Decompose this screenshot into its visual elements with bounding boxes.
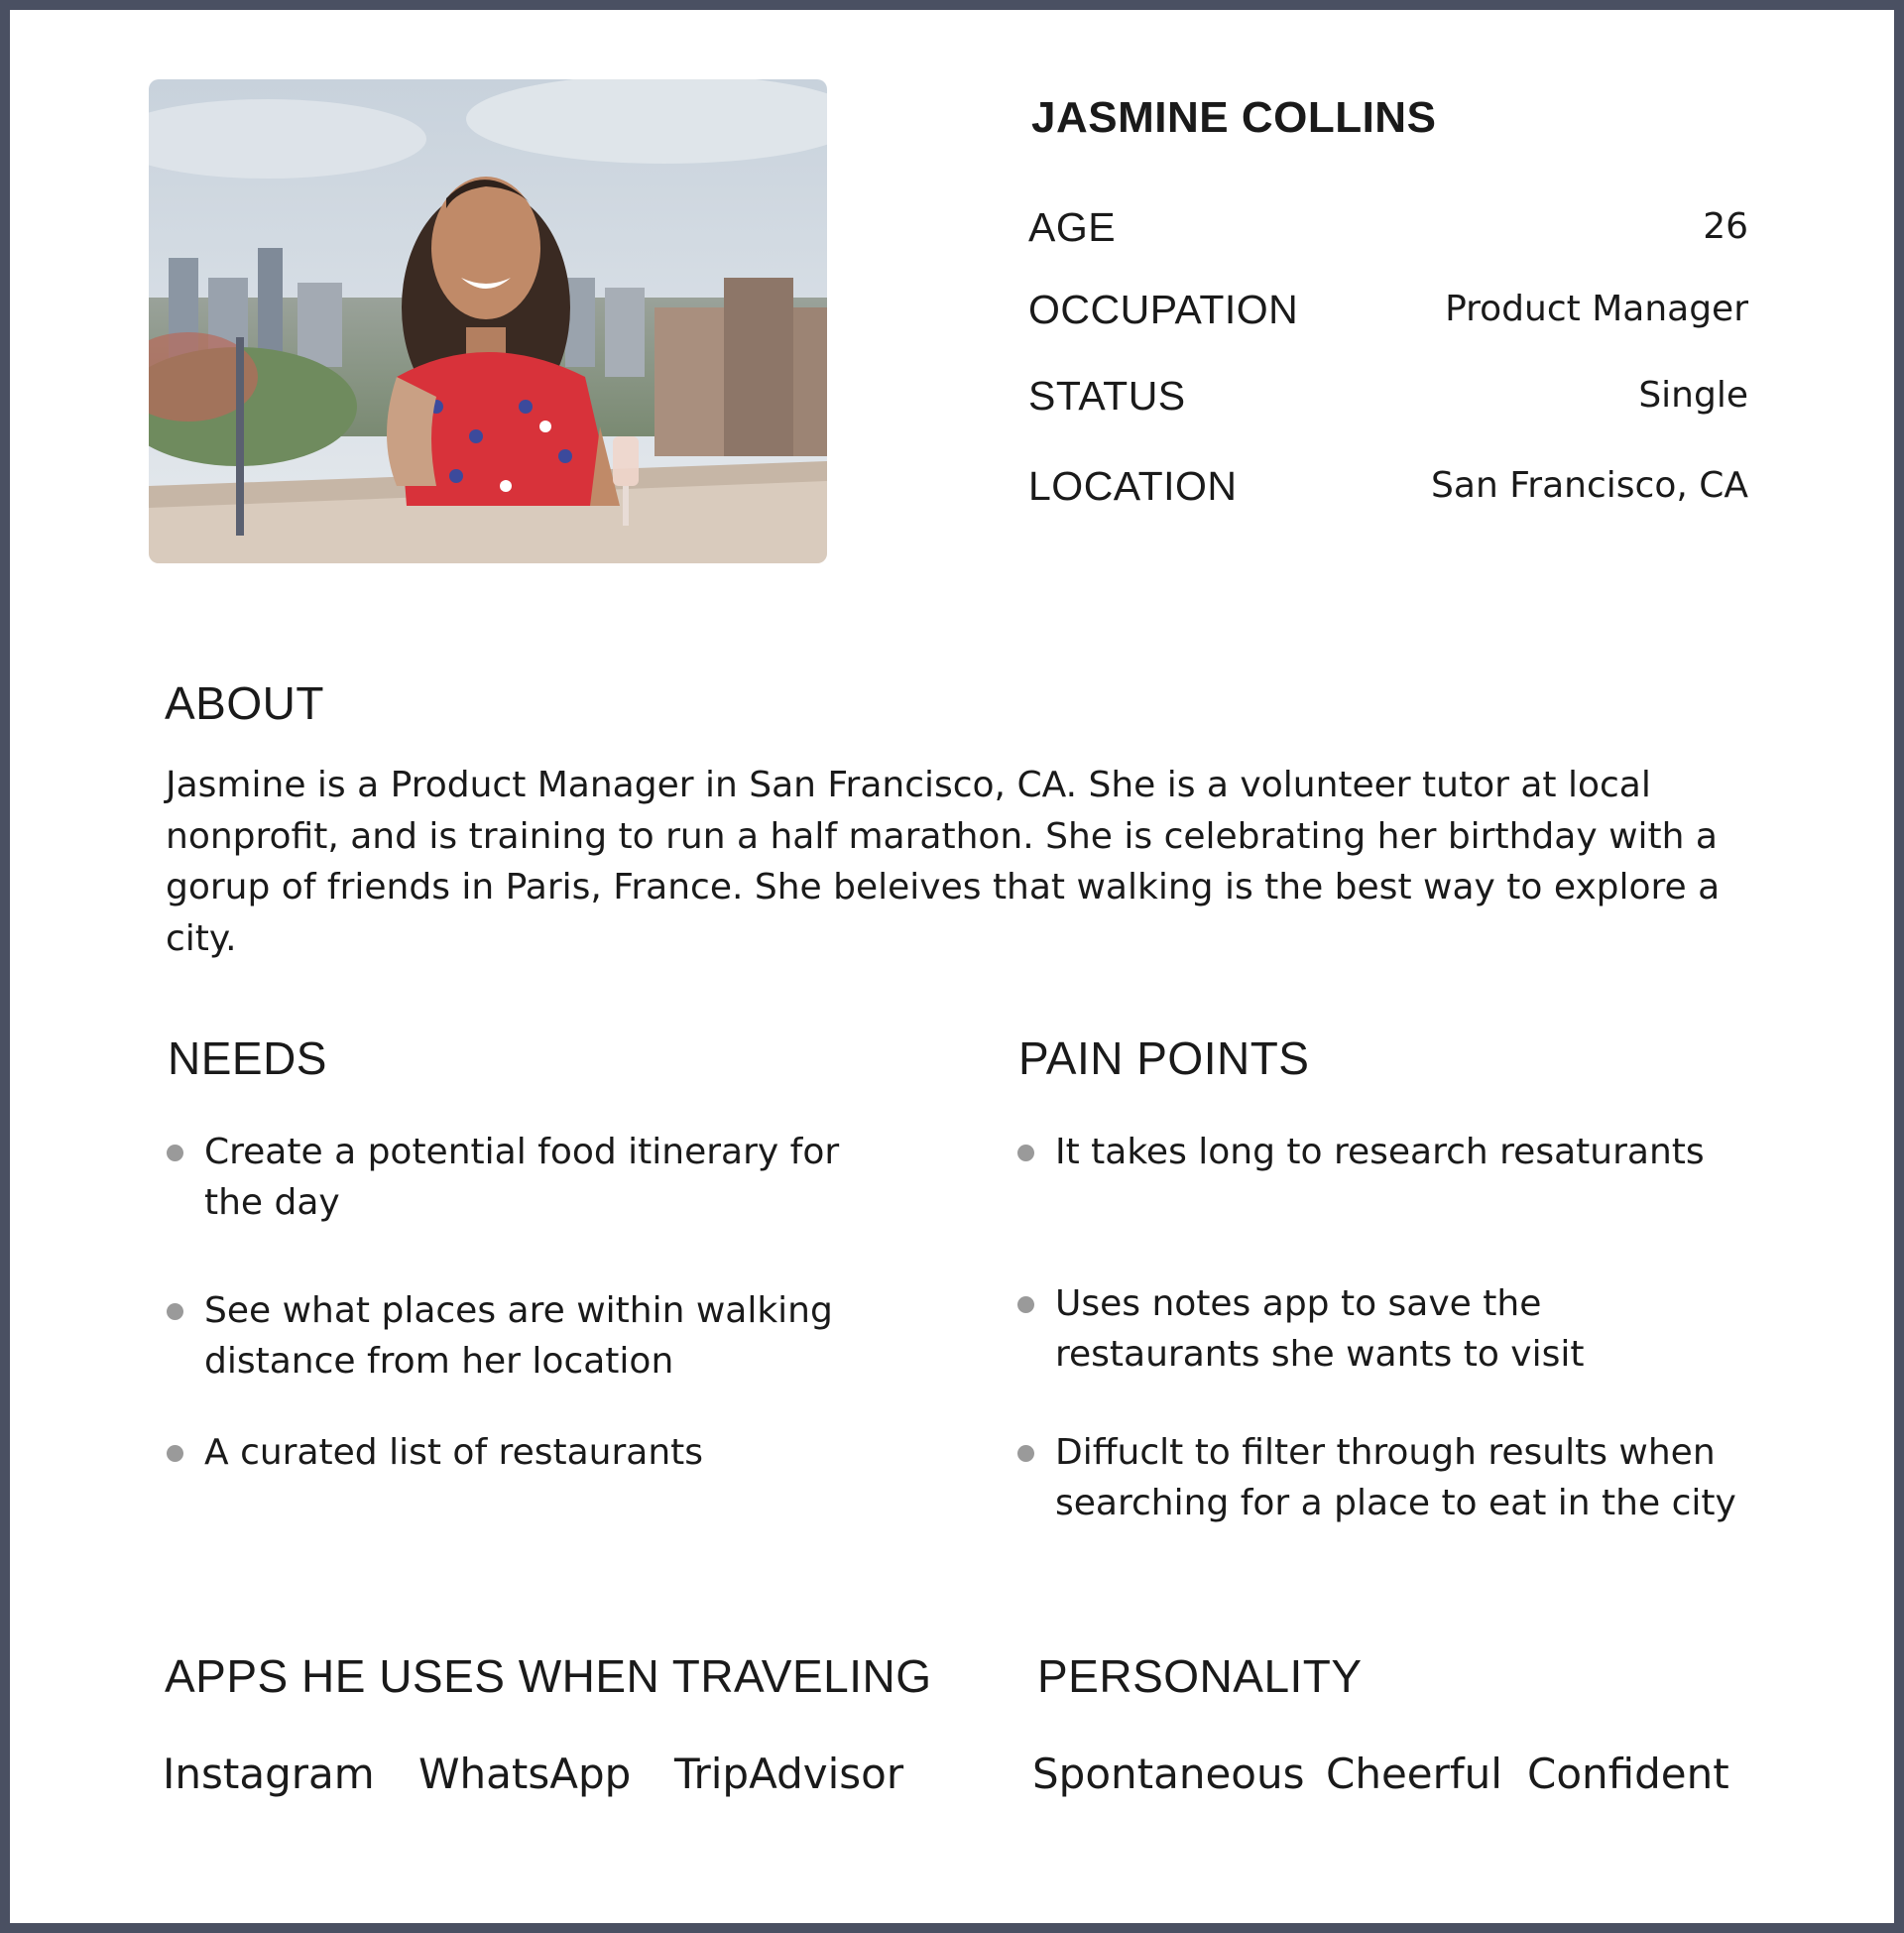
needs-title: NEEDS bbox=[168, 1032, 327, 1084]
bullet-dot-icon bbox=[167, 1303, 183, 1320]
personality-tag-spontaneous: Spontaneous bbox=[1032, 1750, 1305, 1798]
app-tag-whatsapp: WhatsApp bbox=[418, 1750, 632, 1798]
list-item-text: Create a potential food itinerary for the day bbox=[204, 1132, 840, 1223]
list-item bbox=[1017, 1427, 1751, 1528]
info-label: LOCATION bbox=[1028, 463, 1238, 509]
list-item bbox=[167, 1427, 703, 1478]
list-item-text: A curated list of restaurants bbox=[204, 1432, 704, 1473]
about-text: Jasmine is a Product Manager in San Francisco, CA. She is a volunteer tutor at local nonprofit, and is training to run a half marathon. She is celebrating her birthday with a gorup of friends in Paris, France. She beleives that walking is the best way to explore a city. bbox=[166, 765, 1721, 959]
persona-photo bbox=[149, 79, 827, 563]
info-value: San Francisco, CA bbox=[1431, 465, 1748, 506]
list-item bbox=[1017, 1127, 1705, 1177]
info-row-occupation bbox=[1028, 287, 1748, 346]
bullet-dot-icon bbox=[1017, 1145, 1034, 1161]
personality-tag-cheerful: Cheerful bbox=[1326, 1750, 1502, 1798]
apps-title: APPS HE USES WHEN TRAVELING bbox=[165, 1650, 932, 1702]
info-value: Product Manager bbox=[1445, 289, 1748, 329]
list-item-text: Uses notes app to save the restaurants she wants to visit bbox=[1055, 1283, 1585, 1375]
bullet-dot-icon bbox=[167, 1445, 183, 1462]
info-label: OCCUPATION bbox=[1028, 287, 1299, 332]
info-value: Single bbox=[1638, 375, 1748, 416]
list-item-text: Diffuclt to filter through results when searching for a place to eat in the city bbox=[1055, 1432, 1736, 1523]
personality-tag-confident: Confident bbox=[1527, 1750, 1729, 1798]
about-title: ABOUT bbox=[165, 677, 324, 729]
list-item-text: See what places are within walking distance from her location bbox=[204, 1290, 833, 1382]
info-label: STATUS bbox=[1028, 373, 1186, 419]
persona-card bbox=[10, 10, 1894, 1923]
info-row-location bbox=[1028, 463, 1748, 523]
app-tag-tripadvisor: TripAdvisor bbox=[674, 1750, 904, 1798]
app-tag-instagram: Instagram bbox=[163, 1750, 375, 1798]
bullet-dot-icon bbox=[1017, 1296, 1034, 1313]
personality-title: PERSONALITY bbox=[1037, 1650, 1363, 1702]
list-item bbox=[167, 1127, 861, 1228]
list-item bbox=[167, 1285, 861, 1387]
list-item bbox=[1017, 1278, 1751, 1380]
persona-name: JASMINE COLLINS bbox=[1031, 93, 1437, 142]
bullet-dot-icon bbox=[167, 1145, 183, 1161]
info-row-age bbox=[1028, 204, 1748, 264]
info-label: AGE bbox=[1028, 204, 1117, 250]
bullet-dot-icon bbox=[1017, 1445, 1034, 1462]
info-row-status bbox=[1028, 373, 1748, 432]
list-item-text: It takes long to research resaturants bbox=[1055, 1132, 1705, 1172]
pain-points-title: PAIN POINTS bbox=[1018, 1032, 1310, 1084]
info-value: 26 bbox=[1703, 206, 1748, 247]
